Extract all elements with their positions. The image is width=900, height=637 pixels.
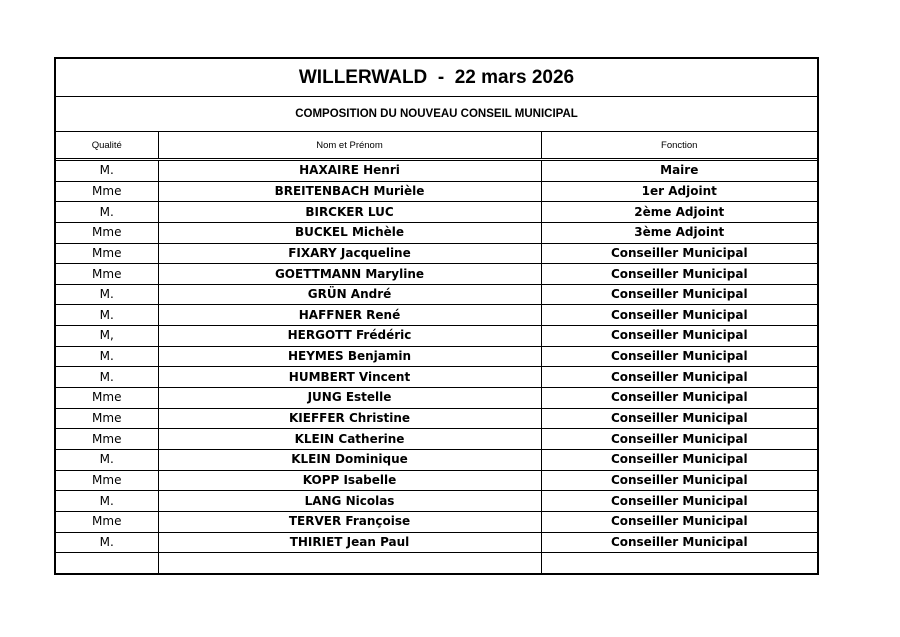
cell-nom: KLEIN Dominique (158, 449, 541, 470)
cell-nom: JUNG Estelle (158, 388, 541, 409)
cell-qualite: M. (56, 449, 158, 470)
cell-fonction: 3ème Adjoint (541, 222, 817, 243)
table-row (56, 326, 817, 347)
document-title: WILLERWALD - 22 mars 2026 (56, 59, 817, 97)
table-row (56, 160, 817, 182)
cell-nom: LANG Nicolas (158, 491, 541, 512)
header-row (56, 132, 817, 160)
cell-qualite (56, 553, 158, 573)
cell-fonction: Conseiller Municipal (541, 346, 817, 367)
cell-fonction: Conseiller Municipal (541, 243, 817, 264)
cell-qualite: Mme (56, 470, 158, 491)
cell-fonction: Conseiller Municipal (541, 491, 817, 512)
cell-qualite: M. (56, 346, 158, 367)
cell-nom: HUMBERT Vincent (158, 367, 541, 388)
table-row (56, 367, 817, 388)
table-row (56, 553, 817, 573)
council-table-sheet (54, 57, 819, 575)
cell-nom: GRÜN André (158, 284, 541, 305)
table-row (56, 449, 817, 470)
cell-qualite: M. (56, 160, 158, 182)
council-table (56, 132, 817, 573)
cell-nom: KIEFFER Christine (158, 408, 541, 429)
cell-qualite: Mme (56, 222, 158, 243)
cell-fonction: Conseiller Municipal (541, 449, 817, 470)
table-row (56, 429, 817, 450)
cell-nom: HERGOTT Frédéric (158, 326, 541, 347)
table-row (56, 284, 817, 305)
cell-qualite: M. (56, 284, 158, 305)
cell-nom: HAXAIRE Henri (158, 160, 541, 182)
cell-fonction: 2ème Adjoint (541, 202, 817, 223)
table-row (56, 511, 817, 532)
cell-fonction: Conseiller Municipal (541, 511, 817, 532)
cell-nom (158, 553, 541, 573)
table-row (56, 346, 817, 367)
table-row (56, 388, 817, 409)
cell-qualite: Mme (56, 243, 158, 264)
cell-nom: THIRIET Jean Paul (158, 532, 541, 553)
cell-nom: GOETTMANN Maryline (158, 264, 541, 285)
cell-qualite: M. (56, 202, 158, 223)
cell-qualite: M. (56, 532, 158, 553)
cell-qualite: Mme (56, 429, 158, 450)
table-row (56, 264, 817, 285)
cell-nom: HEYMES Benjamin (158, 346, 541, 367)
cell-fonction: 1er Adjoint (541, 181, 817, 202)
cell-qualite: Mme (56, 408, 158, 429)
cell-qualite: M. (56, 305, 158, 326)
cell-fonction: Conseiller Municipal (541, 367, 817, 388)
cell-nom: BUCKEL Michèle (158, 222, 541, 243)
cell-fonction: Conseiller Municipal (541, 470, 817, 491)
cell-qualite: Mme (56, 181, 158, 202)
cell-qualite: Mme (56, 511, 158, 532)
cell-qualite: M, (56, 326, 158, 347)
cell-fonction: Conseiller Municipal (541, 264, 817, 285)
cell-qualite: Mme (56, 388, 158, 409)
cell-qualite: Mme (56, 264, 158, 285)
cell-nom: TERVER Françoise (158, 511, 541, 532)
table-row (56, 470, 817, 491)
cell-fonction: Maire (541, 160, 817, 182)
cell-fonction: Conseiller Municipal (541, 429, 817, 450)
table-row (56, 305, 817, 326)
cell-nom: HAFFNER René (158, 305, 541, 326)
table-row (56, 222, 817, 243)
cell-nom: FIXARY Jacqueline (158, 243, 541, 264)
cell-fonction: Conseiller Municipal (541, 305, 817, 326)
cell-fonction: Conseiller Municipal (541, 284, 817, 305)
header-nom: Nom et Prénom (158, 132, 541, 160)
cell-fonction: Conseiller Municipal (541, 408, 817, 429)
cell-nom: KLEIN Catherine (158, 429, 541, 450)
cell-fonction: Conseiller Municipal (541, 532, 817, 553)
cell-qualite: M. (56, 491, 158, 512)
header-fonction: Fonction (541, 132, 817, 160)
cell-nom: BIRCKER LUC (158, 202, 541, 223)
cell-fonction (541, 553, 817, 573)
table-row (56, 408, 817, 429)
table-row (56, 181, 817, 202)
header-qualite: Qualité (56, 132, 158, 160)
table-row (56, 491, 817, 512)
cell-fonction: Conseiller Municipal (541, 388, 817, 409)
cell-fonction: Conseiller Municipal (541, 326, 817, 347)
table-row (56, 532, 817, 553)
cell-qualite: M. (56, 367, 158, 388)
table-row (56, 243, 817, 264)
cell-nom: BREITENBACH Murièle (158, 181, 541, 202)
cell-nom: KOPP Isabelle (158, 470, 541, 491)
document-subtitle: COMPOSITION DU NOUVEAU CONSEIL MUNICIPAL (56, 97, 817, 132)
table-row (56, 202, 817, 223)
